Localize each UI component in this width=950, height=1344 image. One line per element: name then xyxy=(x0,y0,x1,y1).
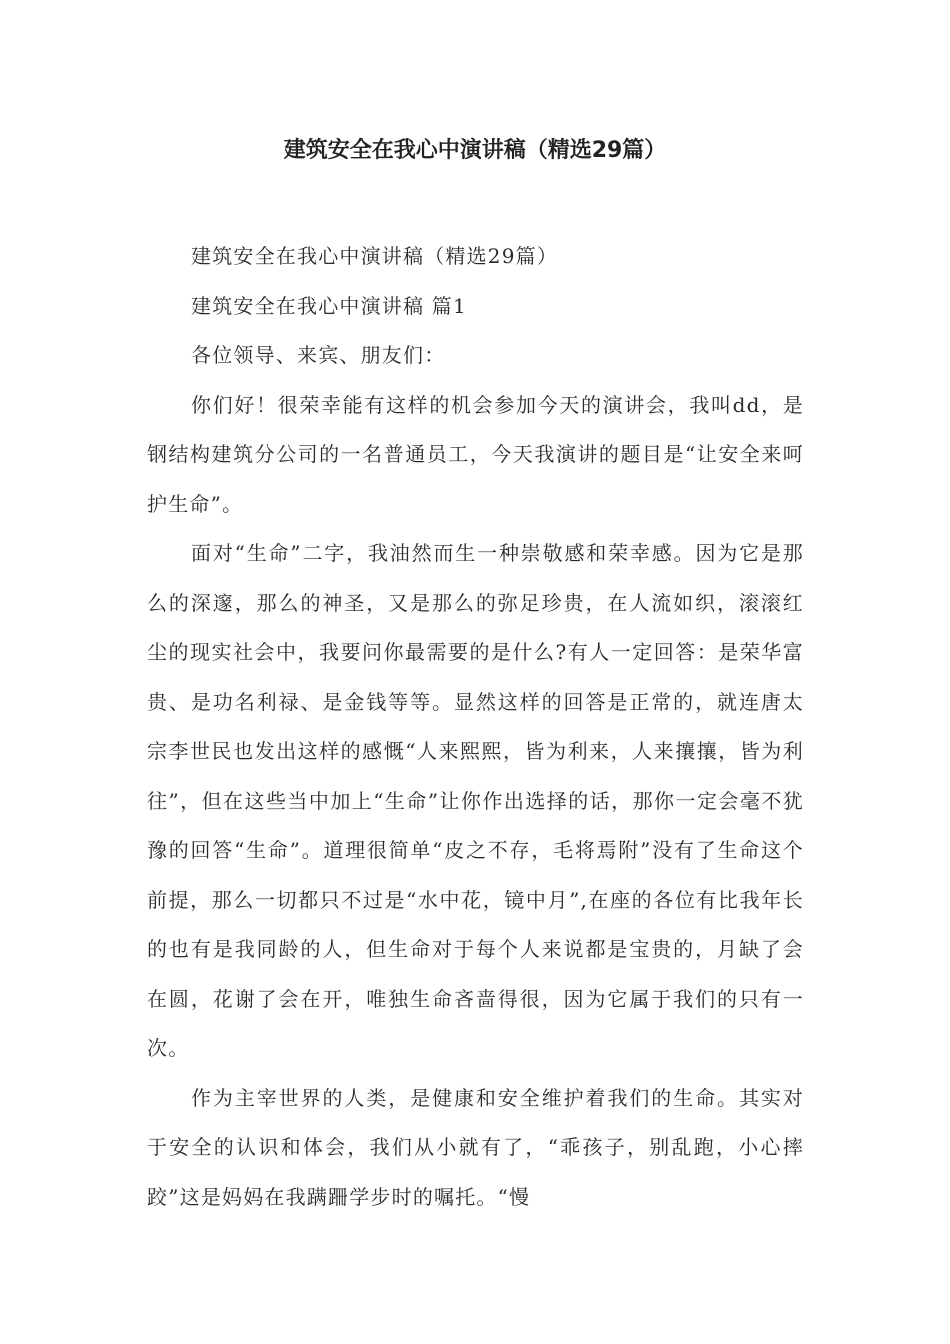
paragraph: 作为主宰世界的人类，是健康和安全维护着我们的生命。其实对于安全的认识和体会，我们从小就有了，“乖孩子，别乱跑，小心摔跤”这是妈妈在我蹒跚学步时的嘱托。“慢 xyxy=(147,1085,804,1209)
paragraph: 建筑安全在我心中演讲稿 篇1 xyxy=(191,293,467,318)
paragraph: 面对“生命”二字，我油然而生一种崇敬感和荣幸感。因为它是那么的深邃，那么的神圣，又是那么的弥足珍贵，在人流如织，滚滚红尘的现实社会中，我要问你最需要的是什么?有人一定回答：是荣华富贵、是功名利禄、是金钱等等。显然这样的回答是正常的，就连唐太宗李世民也发出这样的感慨“人来熙熙，皆为利来，人来攘攘，皆为利往”，但在这些当中加上“生命”让你作出选择的话，那你一定会毫不犹豫的回答“生命”。道理很简单“皮之不存，毛将焉附”没有了生命这个前提，那么一切都只不过是“水中花，镜中月”,在座的各位有比我年长的也有是我同龄的人，但生命对于每个人来说都是宝贵的，月缺了会在圆，花谢了会在开，唯独生命吝啬得很，因为它属于我们的只有一次。 xyxy=(147,541,804,1060)
document-title: 建筑安全在我心中演讲稿（精选29篇） xyxy=(283,138,667,163)
paragraph: 建筑安全在我心中演讲稿（精选29篇） xyxy=(191,244,559,268)
document-body xyxy=(147,232,804,1222)
paragraph: 你们好！很荣幸能有这样的机会参加今天的演讲会，我叫dd，是钢结构建筑分公司的一名普通员工，今天我演讲的题目是“让安全来呵护生命”。 xyxy=(147,392,804,516)
paragraph: 各位领导、来宾、朋友们： xyxy=(191,343,446,367)
